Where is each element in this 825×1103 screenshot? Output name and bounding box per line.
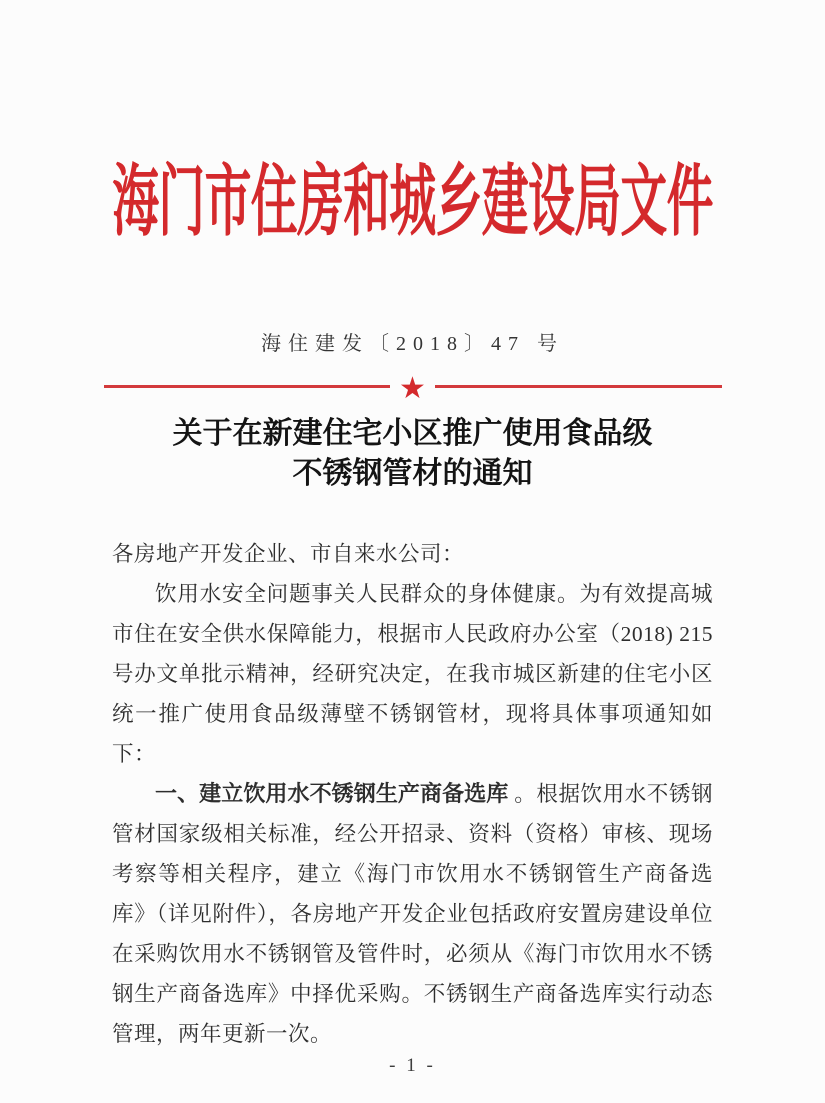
paragraph-bold-heading: 一、建立饮用水不锈钢生产商备选库 <box>155 780 509 806</box>
agency-title: 海门市住房和城乡建设局文件 <box>112 157 713 245</box>
notice-title <box>0 414 825 494</box>
salutation <box>112 534 713 574</box>
doc-number: 海住建发〔2018〕47 号 <box>261 332 564 355</box>
masthead <box>0 0 825 243</box>
paragraph-text: 饮用水安全问题事关人民群众的身体健康。为有效提高城市住在安全供水保障能力，根据市人民政府办公室（2018) 215 号办文单批示精神，经研究决定，在我市城区新建的住宅小区统一推广使用食品级薄壁不锈钢管材，现将具体事项通知如下： <box>112 581 713 766</box>
notice-body <box>112 534 713 1054</box>
page-number: - 1 - <box>389 1055 436 1076</box>
star-icon: ★ <box>399 371 426 405</box>
paragraph <box>112 774 713 1054</box>
paragraph <box>112 574 713 774</box>
salutation-text: 各房地产开发企业、市自来水公司： <box>112 541 465 566</box>
divider-line-right <box>435 385 722 388</box>
red-divider <box>104 371 722 405</box>
divider-line-left <box>104 385 391 388</box>
notice-title-line2: 不锈钢管材的通知 <box>292 456 533 490</box>
paragraph-text: 。根据饮用水不锈钢管材国家级相关标准，经公开招录、资料（资格）审核、现场考察等相关程序，建立《海门市饮用水不锈钢管生产商备选库》（详见附件），各房地产开发企业包括政府安置房建设单位在采购饮用水不锈钢管及管件时，必须从《海门市饮用水不锈钢生产商备选库》中择优采购。不锈钢生产商备选库实行动态管理，两年更新一次。 <box>112 781 713 1046</box>
notice-title-line1: 关于在新建住宅小区推广使用食品级 <box>172 416 653 450</box>
